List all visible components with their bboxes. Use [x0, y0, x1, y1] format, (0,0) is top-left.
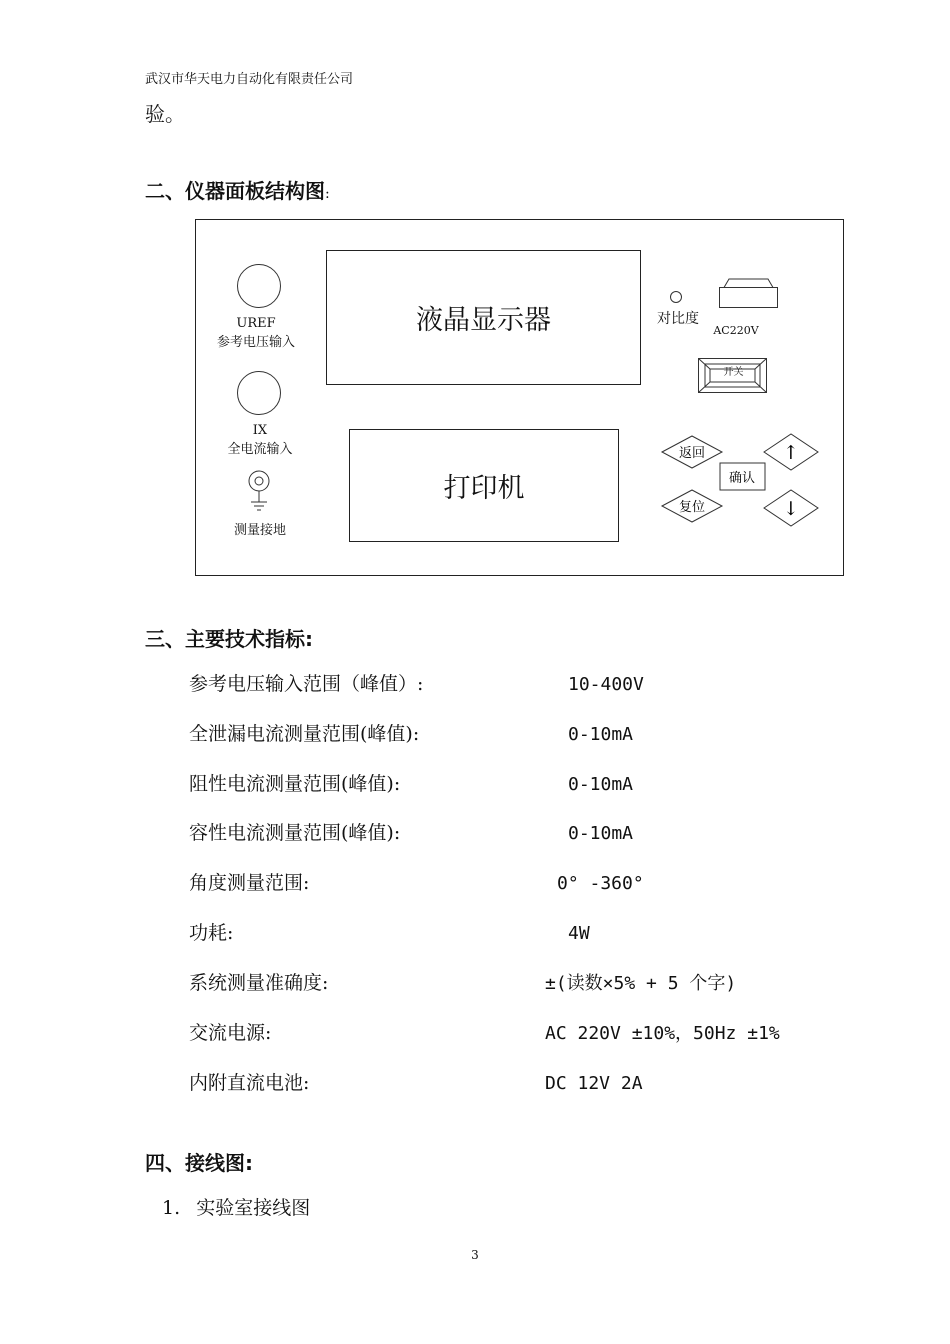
section-2-title: 二、仪器面板结构图: [145, 179, 325, 203]
down-arrow-icon: ↓: [783, 498, 799, 520]
up-arrow-icon: ↑: [783, 442, 799, 464]
ac-label: AC220V: [713, 324, 759, 337]
section-2-colon: :: [325, 186, 330, 202]
page-number: 3: [471, 1248, 479, 1262]
ix-jack-icon: [237, 371, 281, 415]
printer-box: [349, 429, 619, 542]
list-item: [162, 1193, 310, 1220]
contrast-label: 对比度: [657, 311, 699, 327]
uref-label: UREF: [236, 316, 276, 331]
document-header: 武汉市华天电力自动化有限责任公司: [145, 72, 354, 87]
list-item-number: 1.: [162, 1197, 181, 1219]
reset-button-label: 复位: [678, 500, 706, 515]
spec-value: ±(读数×5% + 5 个字): [545, 973, 737, 994]
continuation-text: 验。: [145, 102, 185, 126]
spec-label: 阻性电流测量范围(峰值):: [189, 773, 401, 795]
power-switch-label: 开关: [723, 367, 744, 378]
spec-label: 系统测量准确度:: [189, 972, 329, 994]
ground-terminal-icon: [247, 470, 273, 514]
list-item-text: 实验室接线图: [196, 1197, 311, 1219]
spec-value: 0-10mA: [568, 724, 634, 745]
keypad-buttons: [660, 428, 822, 532]
ix-description: 全电流输入: [227, 442, 293, 457]
printer-label: 打印机: [443, 473, 525, 504]
spec-label: 角度测量范围:: [189, 872, 310, 894]
contrast-knob-icon: [670, 291, 682, 303]
spec-value: 0° -360°: [557, 873, 644, 894]
lcd-display-box: [326, 250, 641, 385]
spec-label: 参考电压输入范围（峰值）:: [189, 673, 424, 695]
spec-label: 全泄漏电流测量范围(峰值):: [189, 723, 420, 745]
spec-value: 0-10mA: [568, 823, 634, 844]
spec-label: 功耗:: [189, 922, 234, 944]
section-3-title: 三、主要技术指标:: [145, 627, 313, 651]
spec-label: 交流电源:: [189, 1022, 272, 1044]
spec-value: 10-400V: [568, 674, 644, 695]
uref-jack-icon: [237, 264, 281, 308]
spec-label: 容性电流测量范围(峰值):: [189, 822, 401, 844]
section-2-heading: [145, 175, 330, 204]
spec-value: 4W: [568, 923, 590, 944]
instrument-panel-diagram: [195, 219, 844, 576]
spec-label: 内附直流电池:: [189, 1072, 310, 1094]
back-button-label: 返回: [678, 446, 706, 461]
section-4-title: 四、接线图:: [145, 1151, 253, 1175]
spec-value: DC 12V 2A: [545, 1073, 643, 1094]
lcd-label: 液晶显示器: [416, 305, 551, 336]
confirm-button-label: 确认: [728, 471, 756, 486]
ix-label: IX: [252, 423, 268, 438]
ground-description: 测量接地: [233, 523, 286, 538]
spec-value: 0-10mA: [568, 774, 634, 795]
spec-value: AC 220V ±10%，50Hz ±1%: [545, 1023, 780, 1044]
ac-socket-icon: [719, 278, 779, 310]
uref-description: 参考电压输入: [216, 335, 295, 350]
